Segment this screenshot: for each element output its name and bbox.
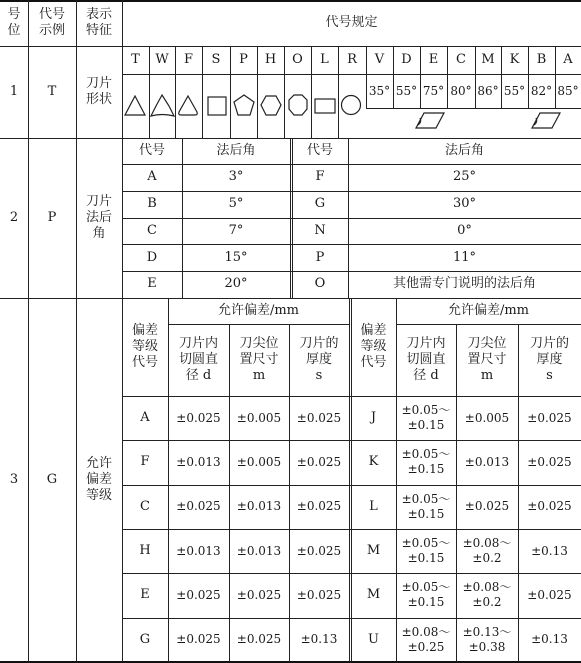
grade-code-right: L — [369, 498, 378, 514]
sub-head-s-left: 刀片的 厚度 s — [299, 335, 339, 384]
tolerance-d-left: ±0.013 — [176, 543, 221, 558]
tolerance-d-left: ±0.013 — [176, 454, 221, 469]
grid-line — [168, 324, 349, 325]
row1-number: 1 — [9, 83, 19, 99]
tolerance-m-right: ±0.013 — [464, 454, 510, 469]
tolerance-s-left: ±0.025 — [296, 499, 342, 514]
tolerance-m-left: ±0.013 — [236, 543, 282, 558]
tolerance-m-right: ±0.005 — [464, 410, 510, 425]
angle-value-left: 20° — [224, 276, 248, 292]
tolerance-m-right: ±0.08～ ±0.2 — [462, 580, 512, 610]
grid-line — [351, 298, 352, 662]
grid-line — [393, 46, 394, 108]
shape-letter-V: V — [374, 51, 385, 67]
grid-line — [175, 46, 176, 138]
angle-value-right: 11° — [452, 249, 477, 265]
tolerance-s-right: ±0.025 — [527, 499, 572, 514]
tolerance-d-right: ±0.05～ ±0.15 — [401, 536, 451, 566]
grid-line — [290, 138, 291, 298]
angle-head-angle-left: 法后角 — [216, 142, 256, 158]
shape-letter-A: A — [563, 51, 573, 67]
tolerance-head-left: 允许偏差/mm — [217, 302, 300, 318]
grid-line — [122, 74, 581, 75]
header-code-rules: 代号规定 — [325, 14, 378, 30]
angle-value-left: 15° — [224, 249, 248, 265]
angle-code-left: A — [147, 169, 157, 185]
tolerance-s-right: ±0.025 — [527, 454, 572, 469]
tolerance-m-right: ±0.08～ ±0.2 — [462, 536, 512, 566]
grid-line — [396, 298, 397, 662]
row1-example: T — [47, 83, 57, 99]
tolerance-d-right: ±0.05～ ±0.15 — [401, 403, 451, 433]
grid-line — [366, 46, 367, 108]
grid-line — [475, 46, 476, 108]
grid-line — [122, 191, 581, 192]
row3-number: 3 — [9, 471, 19, 487]
grid-line — [0, 46, 581, 47]
shape-letter-S: S — [211, 51, 221, 67]
tolerance-s-right: ±0.13 — [531, 632, 568, 647]
tolerance-d-left: ±0.025 — [176, 587, 221, 602]
grade-code-right: M — [366, 542, 381, 558]
grid-line — [230, 46, 231, 138]
angle-code-left: D — [146, 249, 158, 265]
grid-line — [555, 46, 556, 108]
grid-line — [284, 46, 285, 138]
grade-head-left: 偏差 等级 代号 — [131, 322, 158, 371]
angle-value-left: 7° — [228, 222, 244, 238]
tolerance-s-left: ±0.025 — [296, 587, 342, 602]
angle-value-left: 3° — [228, 169, 244, 185]
angle-code-right: G — [314, 196, 326, 212]
angle-code-left: E — [147, 276, 157, 292]
shape-angle-value: 86° — [477, 83, 499, 98]
tolerance-s-left: ±0.025 — [296, 410, 342, 425]
tolerance-s-left: ±0.13 — [300, 632, 338, 647]
rectangle-icon — [315, 99, 335, 113]
grid-line — [28, 0, 29, 662]
grid-line — [348, 138, 349, 298]
shape-angle-value: 55° — [503, 83, 526, 98]
shape-letter-O: O — [292, 51, 303, 67]
angle-head-code-left: 代号 — [138, 142, 165, 158]
tolerance-d-left: ±0.025 — [176, 499, 221, 514]
tolerance-head-right: 允许偏差/mm — [447, 302, 530, 318]
grid-line — [0, 298, 581, 299]
grade-code-left: E — [140, 587, 150, 603]
tolerance-s-right: ±0.025 — [527, 587, 572, 602]
tolerance-m-left: ±0.025 — [236, 587, 282, 602]
grid-line — [149, 46, 150, 138]
tolerance-s-right: ±0.025 — [527, 410, 572, 425]
grade-code-right: J — [370, 410, 377, 426]
angle-value-right: 其他需专门说明的法后角 — [392, 276, 536, 292]
grid-line — [122, 164, 581, 165]
angle-code-left: C — [147, 222, 157, 238]
header-feature: 表示 特征 — [85, 6, 112, 38]
shape-angle-value: 85° — [557, 83, 579, 98]
shape-letter-K: K — [509, 51, 520, 67]
angle-value-right: 30° — [452, 196, 477, 212]
trigon-icon — [151, 95, 174, 116]
grid-line — [338, 46, 339, 138]
angle-value-right: 25° — [452, 169, 477, 185]
grid-line — [447, 46, 448, 108]
grid-line — [292, 138, 293, 298]
shape-letter-W: W — [155, 51, 169, 67]
shape-icons — [122, 90, 382, 124]
tolerance-s-left: ±0.025 — [296, 454, 342, 469]
grade-code-right: U — [368, 631, 379, 647]
tolerance-d-left: ±0.025 — [176, 410, 221, 425]
grid-line — [349, 298, 350, 662]
shape-angle-value: 75° — [422, 83, 445, 98]
angle-code-left: B — [147, 196, 157, 212]
octagon-icon — [289, 95, 307, 115]
grade-code-left: C — [140, 498, 150, 514]
sub-head-s-right: 刀片的 厚度 s — [529, 335, 569, 384]
tolerance-m-left: ±0.005 — [236, 410, 282, 425]
grid-line — [122, 218, 581, 219]
grid-line — [396, 324, 581, 325]
sub-head-m-left: 刀尖位 置尺寸 m — [239, 335, 279, 384]
tolerance-s-left: ±0.025 — [296, 543, 342, 558]
grid-line — [518, 324, 519, 662]
shape-letter-H: H — [264, 51, 277, 67]
grid-line — [76, 0, 77, 662]
shape-angle-value: 35° — [368, 83, 391, 98]
grid-line — [122, 244, 581, 245]
angle-head-code-right: 代号 — [306, 142, 333, 158]
shape-letter-T: T — [131, 51, 140, 67]
triangle-icon — [125, 96, 145, 115]
tolerance-d-left: ±0.025 — [176, 632, 221, 647]
tolerance-m-right: ±0.025 — [464, 499, 510, 514]
angle-code-right: P — [315, 249, 325, 265]
shape-letter-C: C — [456, 51, 466, 67]
grid-line — [420, 46, 421, 108]
sub-head-d-right: 刀片内 切圆直 径 d — [406, 335, 446, 384]
shape-letter-L: L — [320, 51, 329, 67]
grid-line — [0, 0, 581, 2]
angle-value-right: 0° — [457, 222, 472, 238]
header-position: 号 位 — [7, 6, 21, 38]
shape-angle-value: 82° — [530, 83, 553, 98]
grid-line — [202, 46, 203, 138]
grid-line — [289, 324, 290, 662]
angle-value-left: 5° — [228, 196, 244, 212]
grid-line — [182, 138, 183, 298]
grade-code-right: M — [366, 587, 381, 603]
angle-code-right: N — [314, 222, 326, 238]
tolerance-m-right: ±0.13～ ±0.38 — [462, 624, 512, 654]
shape-letter-M: M — [481, 51, 495, 67]
tolerance-m-left: ±0.013 — [236, 499, 282, 514]
row2-number: 2 — [9, 209, 19, 225]
grid-line — [122, 271, 581, 272]
header-example: 代号 示例 — [38, 6, 65, 38]
tolerance-d-right: ±0.08～ ±0.25 — [401, 624, 451, 654]
grade-code-right: K — [368, 454, 379, 470]
row3-example: G — [46, 471, 58, 487]
grade-code-left: A — [140, 410, 150, 426]
shape-letter-D: D — [401, 51, 412, 67]
sub-head-d-left: 刀片内 切圆直 径 d — [178, 335, 218, 384]
grade-code-left: H — [139, 542, 151, 558]
grade-code-left: G — [139, 631, 151, 647]
grid-line — [311, 46, 312, 138]
tolerance-d-right: ±0.05～ ±0.15 — [401, 447, 451, 477]
rounded-triangle-icon — [179, 96, 198, 115]
row2-feature: 刀片 法后 角 — [85, 193, 112, 242]
shape-letter-F: F — [183, 51, 194, 67]
grade-head-right: 偏差 等级 代号 — [360, 322, 387, 371]
shape-angle-value: 55° — [395, 83, 418, 98]
tolerance-d-right: ±0.05～ ±0.15 — [401, 580, 451, 610]
tolerance-s-right: ±0.13 — [531, 543, 568, 558]
row2-example: P — [47, 209, 57, 225]
row1-feature: 刀片 形状 — [85, 75, 112, 107]
angle-code-right: O — [314, 276, 326, 292]
hexagon-icon — [261, 96, 281, 115]
grade-code-left: F — [140, 454, 150, 470]
shape-letter-E: E — [428, 51, 439, 67]
angle-code-right: F — [315, 169, 325, 185]
tolerance-d-right: ±0.05～ ±0.15 — [401, 491, 451, 521]
grid-line — [366, 108, 581, 109]
tolerance-m-left: ±0.005 — [236, 454, 282, 469]
pentagon-icon — [234, 95, 254, 115]
grid-line — [122, 0, 123, 662]
row3-feature: 允许 偏差 等级 — [85, 455, 112, 504]
shape-letter-R: R — [347, 51, 357, 67]
sub-head-m-right: 刀尖位 置尺寸 m — [467, 335, 507, 384]
grid-line — [257, 46, 258, 138]
shape-angle-value: 80° — [450, 83, 472, 98]
grid-line — [229, 324, 230, 662]
circle-icon — [342, 96, 361, 115]
grid-line — [168, 298, 169, 662]
rhombus-parallelogram-icons — [410, 110, 570, 134]
grid-line — [501, 46, 502, 108]
tolerance-m-left: ±0.025 — [236, 632, 282, 647]
grid-line — [456, 324, 457, 662]
shape-letter-P: P — [239, 51, 248, 67]
square-icon — [208, 97, 226, 115]
grid-line — [528, 46, 529, 108]
angle-head-angle-right: 法后角 — [444, 142, 484, 158]
shape-letter-B: B — [536, 51, 547, 67]
